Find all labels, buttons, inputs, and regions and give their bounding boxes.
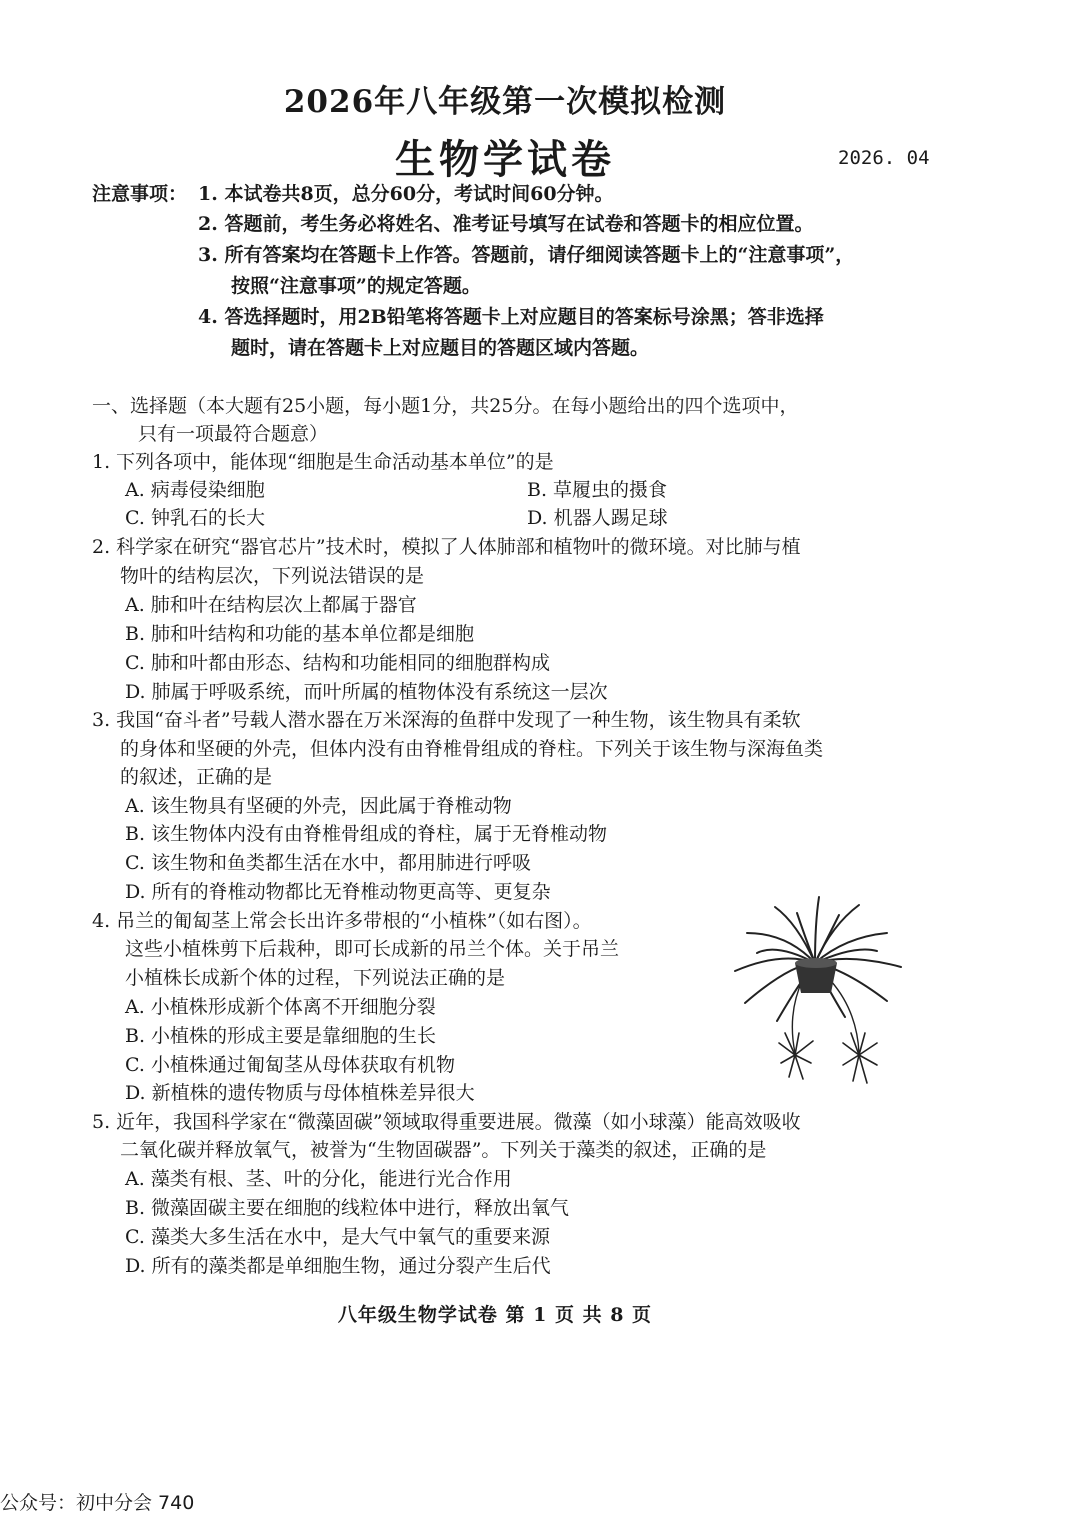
question-stem: 的身体和坚硬的外壳，但体内没有由脊椎骨组成的脊柱。下列关于该生物与深海鱼类 xyxy=(120,738,824,760)
question-stem: 二氧化碳并释放氧气，被誉为“生物固碳器”。下列关于藻类的叙述，正确的是 xyxy=(120,1139,767,1161)
option-b: B. 草履虫的摄食 xyxy=(527,479,668,501)
question-stem: 物叶的结构层次，下列说法错误的是 xyxy=(120,565,425,587)
watermark-text: 公众号：初中分会 740 xyxy=(0,1492,195,1514)
question-stem: 4. 吊兰的匍匐茎上常会长出许多带根的“小植株”（如右图）。 xyxy=(92,910,592,932)
section-heading: 只有一项最符合题意） xyxy=(138,423,329,445)
note-item: 题时，请在答题卡上对应题目的答题区域内答题。 xyxy=(231,337,650,359)
option-c: C. 肺和叶都由形态、结构和功能相同的细胞群构成 xyxy=(125,652,550,674)
page-footer: 八年级生物学试卷 第 1 页 共 8 页 xyxy=(337,1304,653,1326)
question-stem: 小植株长成新个体的过程，下列说法正确的是 xyxy=(125,967,506,989)
exam-title: 2026年八年级第一次模拟检测 xyxy=(283,84,727,120)
option-a: A. 小植株形成新个体离不开细胞分裂 xyxy=(125,996,436,1018)
option-b: B. 该生物体内没有由脊椎骨组成的脊柱，属于无脊椎动物 xyxy=(125,823,608,845)
question-stem: 的叙述，正确的是 xyxy=(120,766,273,788)
note-item: 3. 所有答案均在答题卡上作答。答题前，请仔细阅读答题卡上的“注意事项”， xyxy=(198,244,855,266)
option-c: C. 小植株通过匍匐茎从母体获取有机物 xyxy=(125,1054,455,1076)
subject-title: 生物学试卷 xyxy=(395,136,615,183)
option-b: B. 肺和叶结构和功能的基本单位都是细胞 xyxy=(125,623,475,645)
question-stem: 这些小植株剪下后栽种，即可长成新的吊兰个体。关于吊兰 xyxy=(125,938,620,960)
option-c: C. 藻类大多生活在水中，是大气中氧气的重要来源 xyxy=(125,1226,550,1248)
option-c: C. 该生物和鱼类都生活在水中，都用肺进行呼吸 xyxy=(125,852,531,874)
note-item: 1. 本试卷共8页，总分60分，考试时间60分钟。 xyxy=(198,183,614,205)
option-d: D. 肺属于呼吸系统，而叶所属的植物体没有系统这一层次 xyxy=(125,681,608,703)
option-a: A. 肺和叶在结构层次上都属于器官 xyxy=(125,594,417,616)
option-c: C. 钟乳石的长大 xyxy=(125,507,265,529)
option-b: B. 微藻固碳主要在细胞的线粒体中进行，释放出氧气 xyxy=(125,1197,570,1219)
note-item: 2. 答题前，考生务必将姓名、准考证号填写在试卷和答题卡的相应位置。 xyxy=(198,213,814,235)
option-a: A. 病毒侵染细胞 xyxy=(125,479,265,501)
option-d: D. 所有的藻类都是单细胞生物，通过分裂产生后代 xyxy=(125,1255,551,1277)
option-b: B. 小植株的形成主要是靠细胞的生长 xyxy=(125,1025,437,1047)
option-d: D. 机器人踢足球 xyxy=(527,507,668,529)
question-stem: 2. 科学家在研究“器官芯片”技术时，模拟了人体肺部和植物叶的微环境。对比肺与植 xyxy=(92,536,801,558)
note-item: 按照“注意事项”的规定答题。 xyxy=(231,275,481,297)
section-heading: 一、选择题（本大题有25小题，每小题1分，共25分。在每小题给出的四个选项中， xyxy=(92,395,799,417)
option-a: A. 该生物具有坚硬的外壳，因此属于脊椎动物 xyxy=(125,795,512,817)
question-stem: 1. 下列各项中，能体现“细胞是生命活动基本单位”的是 xyxy=(92,451,554,473)
exam-date: 2026. 04 xyxy=(838,147,930,169)
option-a: A. 藻类有根、茎、叶的分化，能进行光合作用 xyxy=(125,1168,512,1190)
option-d: D. 所有的脊椎动物都比无脊椎动物更高等、更复杂 xyxy=(125,881,551,903)
notes-label: 注意事项： xyxy=(92,183,188,205)
note-item: 4. 答选择题时，用2B铅笔将答题卡上对应题目的答案标号涂黑；答非选择 xyxy=(198,306,824,328)
option-d: D. 新植株的遗传物质与母体植株差异很大 xyxy=(125,1082,475,1104)
question-stem: 3. 我国“奋斗者”号载人潜水器在万米深海的鱼群中发现了一种生物，该生物具有柔软 xyxy=(92,709,801,731)
spider-plant-illustration xyxy=(727,893,907,1093)
question-stem: 5. 近年，我国科学家在“微藻固碳”领域取得重要进展。微藻（如小球藻）能高效吸收 xyxy=(92,1111,801,1133)
